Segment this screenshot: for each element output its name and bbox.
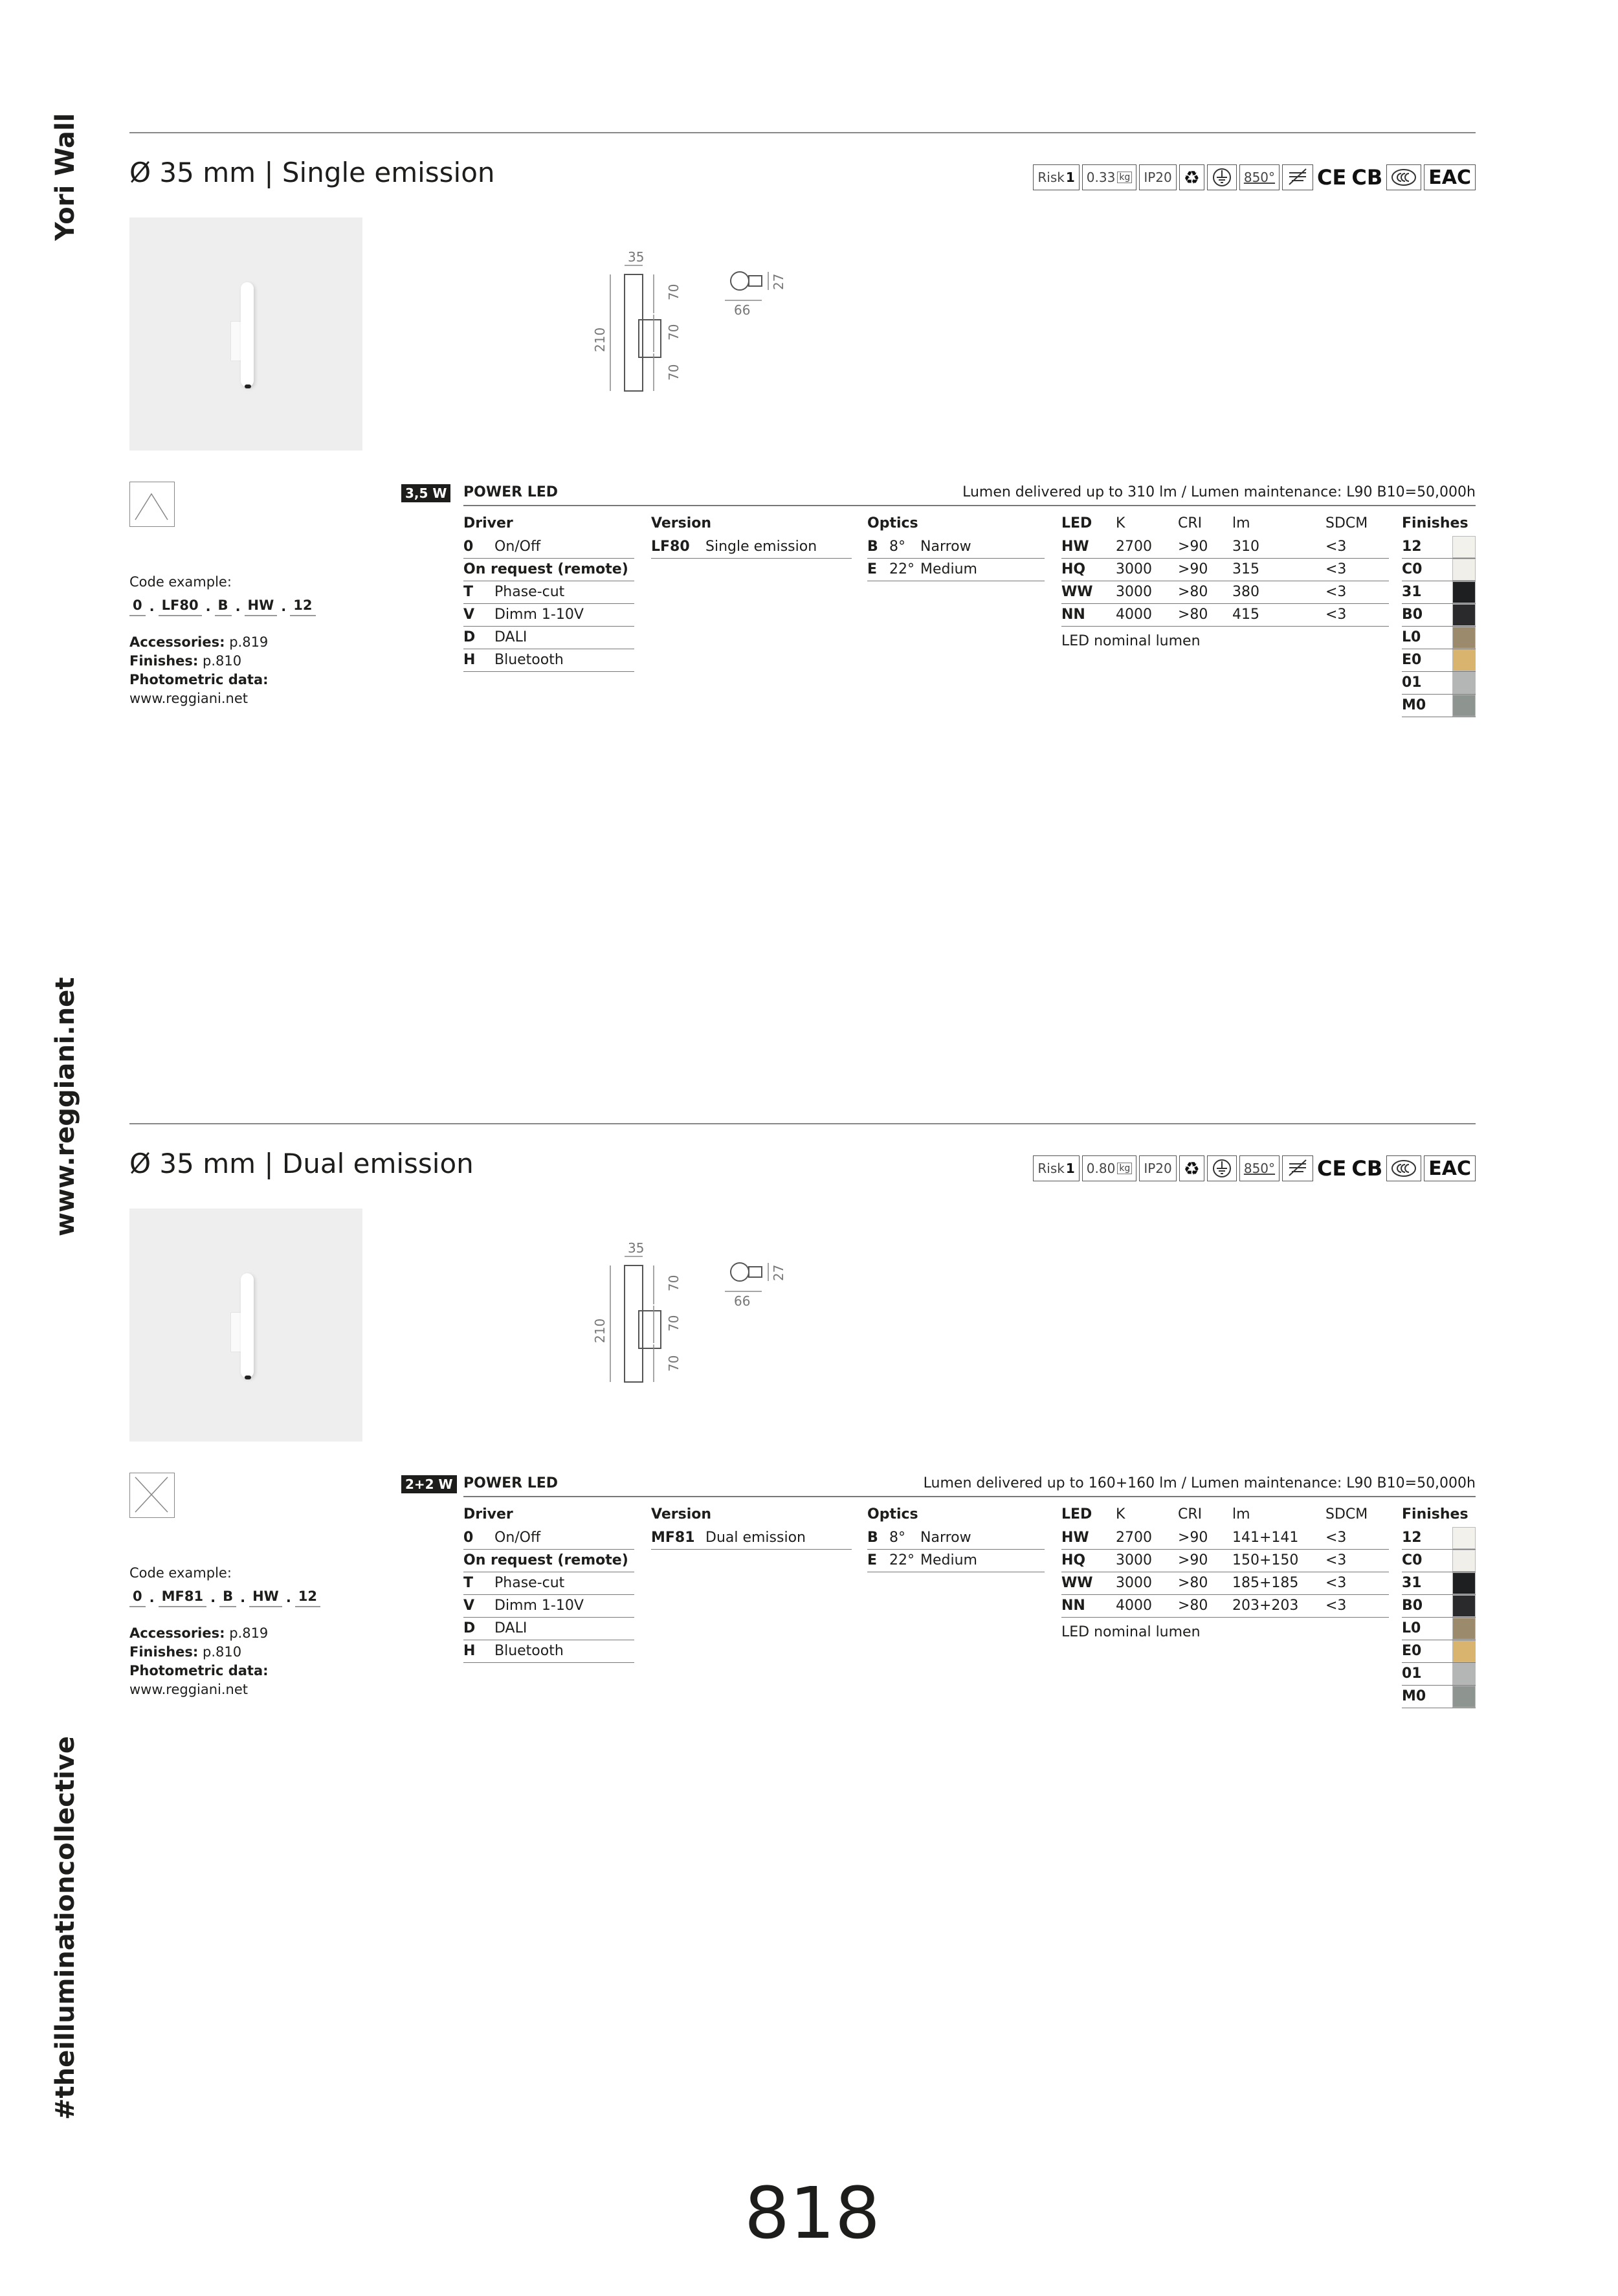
photometric-link[interactable]: www.reggiani.net	[129, 1682, 249, 1697]
ground-icon	[1207, 164, 1237, 190]
ccc-mark-icon	[1386, 1155, 1421, 1181]
driver-row: T Phase-cut	[463, 1572, 634, 1595]
finish-swatch	[1452, 672, 1476, 694]
led-header: LED	[1061, 1506, 1092, 1522]
glow-wire-badge: 850°	[1239, 1155, 1280, 1181]
finish-row: M0	[1402, 1686, 1476, 1708]
optics-row: E 22° Medium	[867, 1550, 1045, 1572]
dim-width: 35	[628, 249, 645, 265]
weight-badge: 0.80 kg	[1082, 1155, 1137, 1181]
dim-length: 66	[734, 302, 751, 318]
side-url[interactable]: www.reggiani.net	[50, 977, 80, 1236]
driver-row: On request (remote)	[463, 1550, 634, 1572]
finish-row: 12	[1402, 536, 1476, 559]
finish-row: 12	[1402, 1527, 1476, 1550]
section-single-emission	[129, 132, 1476, 779]
led-column	[1061, 511, 1389, 649]
led-header: lm	[1232, 515, 1250, 531]
wattage-badge: 2+2 W	[401, 1475, 457, 1493]
lumen-text: Lumen delivered up to 160+160 lm / Lumen maintenance: L90 B10=50,000h	[923, 1475, 1476, 1491]
finish-row: L0	[1402, 627, 1476, 649]
lumen-text: Lumen delivered up to 310 lm / Lumen maintenance: L90 B10=50,000h	[962, 484, 1476, 500]
finish-row: M0	[1402, 695, 1476, 717]
finish-row: L0	[1402, 1618, 1476, 1640]
product-photo	[129, 1209, 362, 1442]
led-header: SDCM	[1325, 1506, 1368, 1522]
finish-swatch	[1452, 559, 1476, 581]
finish-swatch	[1452, 1640, 1476, 1662]
led-header: LED	[1061, 515, 1092, 531]
section-dual-emission	[129, 1123, 1476, 1770]
power-led-label: POWER LED	[463, 1475, 559, 1491]
finish-swatch	[1452, 604, 1476, 626]
photometric-link[interactable]: www.reggiani.net	[129, 691, 249, 706]
led-row: NN 4000 >80 415 <3	[1061, 604, 1389, 627]
section-title: Ø 35 mm | Single emission	[129, 157, 495, 188]
emission-symbol	[129, 1473, 175, 1518]
finishes-column: Finishes 12 C0 31 B0 L0 E0 01 M0	[1402, 1502, 1476, 1708]
technical-drawing	[453, 249, 815, 417]
led-row: WW 3000 >80 380 <3	[1061, 581, 1389, 604]
risk-badge: Risk 1	[1033, 1155, 1079, 1181]
dim-seg1: 70	[666, 1275, 682, 1291]
ip-rating-badge: IP20	[1139, 164, 1176, 190]
emission-symbol	[129, 482, 175, 527]
no-cover-icon	[1282, 164, 1313, 190]
dim-seg3: 70	[666, 1355, 682, 1372]
finish-row: 01	[1402, 672, 1476, 695]
finish-row: 31	[1402, 581, 1476, 604]
code-example-label: Code example:	[129, 574, 232, 590]
certification-icons	[1033, 1155, 1476, 1184]
weight-badge: 0.33 kg	[1082, 164, 1137, 190]
finish-row: 31	[1402, 1572, 1476, 1595]
recycle-icon: ♻	[1179, 1155, 1204, 1181]
references: Accessories: p.819 Finishes: p.810 Photometric data: www.reggiani.net	[129, 633, 316, 708]
side-title: Yori Wall	[50, 113, 80, 241]
ce-mark-icon: CE	[1317, 165, 1347, 190]
finish-row: C0	[1402, 559, 1476, 581]
side-hashtag: #theilluminationcollective	[50, 1736, 80, 2120]
power-led-label: POWER LED	[463, 484, 559, 500]
driver-column: Driver 0 On/Off On request (remote) T Phase-cut V Dimm 1-10V D DALI H Bluetooth	[463, 511, 634, 672]
code-example	[129, 572, 316, 708]
finish-swatch	[1452, 649, 1476, 671]
dim-height: 210	[592, 1318, 608, 1343]
no-cover-icon	[1282, 1155, 1313, 1181]
dim-seg3: 70	[666, 364, 682, 381]
code-example-label: Code example:	[129, 1565, 232, 1581]
code-boxes: 0 . MF81 . B . HW . 12	[129, 1587, 320, 1607]
dim-depth: 27	[771, 1264, 786, 1281]
finishes-column: Finishes 12 C0 31 B0 L0 E0 01 M0	[1402, 511, 1476, 717]
driver-row: H Bluetooth	[463, 649, 634, 672]
eac-mark-icon: EAC	[1424, 1155, 1476, 1181]
led-row: NN 4000 >80 203+203 <3	[1061, 1595, 1389, 1618]
ccc-mark-icon	[1386, 164, 1421, 190]
finishes-link[interactable]: p.810	[202, 653, 242, 669]
risk-badge: Risk 1	[1033, 164, 1079, 190]
led-header: CRI	[1178, 515, 1202, 531]
driver-row: On request (remote)	[463, 559, 634, 581]
finish-swatch	[1452, 1686, 1476, 1708]
dim-seg2: 70	[666, 324, 682, 340]
version-row: MF81 Dual emission	[651, 1527, 852, 1550]
finish-swatch	[1452, 1550, 1476, 1572]
ground-icon	[1207, 1155, 1237, 1181]
driver-row: 0 On/Off	[463, 1527, 634, 1550]
product-photo	[129, 217, 362, 451]
finish-swatch	[1452, 627, 1476, 649]
accessories-link[interactable]: p.819	[229, 634, 269, 650]
finish-swatch	[1452, 581, 1476, 603]
recycle-icon: ♻	[1179, 164, 1204, 190]
version-column: Version LF80 Single emission	[651, 511, 852, 559]
dim-height: 210	[592, 327, 608, 352]
finish-swatch	[1452, 1618, 1476, 1640]
technical-drawing	[453, 1240, 815, 1408]
led-header: SDCM	[1325, 515, 1368, 531]
glow-wire-badge: 850°	[1239, 164, 1280, 190]
driver-column: Driver 0 On/Off On request (remote) T Phase-cut V Dimm 1-10V D DALI H Bluetooth	[463, 1502, 634, 1663]
wattage-badge: 3,5 W	[401, 484, 450, 502]
dim-seg1: 70	[666, 284, 682, 300]
version-column: Version MF81 Dual emission	[651, 1502, 852, 1550]
dim-width: 35	[628, 1240, 645, 1256]
weight-icon: kg	[1117, 1163, 1132, 1174]
page-number: 818	[744, 2172, 880, 2255]
optics-column: Optics B 8° Narrow E 22° Medium	[867, 511, 1045, 581]
eac-mark-icon: EAC	[1424, 164, 1476, 190]
finish-row: B0	[1402, 604, 1476, 627]
finish-swatch	[1452, 695, 1476, 717]
finish-row: C0	[1402, 1550, 1476, 1572]
optics-column: Optics B 8° Narrow E 22° Medium	[867, 1502, 1045, 1572]
optics-row: B 8° Narrow	[867, 1527, 1045, 1550]
led-header: lm	[1232, 1506, 1250, 1522]
finishes-link[interactable]: p.810	[202, 1644, 242, 1660]
finish-swatch	[1452, 1663, 1476, 1685]
led-row: WW 3000 >80 185+185 <3	[1061, 1572, 1389, 1595]
led-column	[1061, 1502, 1389, 1640]
cb-mark-icon: CB	[1351, 1156, 1383, 1181]
driver-row: D DALI	[463, 1618, 634, 1640]
driver-row: D DALI	[463, 627, 634, 649]
led-header: K	[1116, 515, 1125, 531]
cb-mark-icon: CB	[1351, 165, 1383, 190]
led-header: CRI	[1178, 1506, 1202, 1522]
led-row: HW 2700 >90 310 <3	[1061, 536, 1389, 559]
led-note: LED nominal lumen	[1061, 633, 1201, 649]
dim-seg2: 70	[666, 1315, 682, 1332]
driver-row: V Dimm 1-10V	[463, 1595, 634, 1618]
optics-row: E 22° Medium	[867, 559, 1045, 581]
optics-row: B 8° Narrow	[867, 536, 1045, 559]
finish-swatch	[1452, 536, 1476, 558]
ip-rating-badge: IP20	[1139, 1155, 1176, 1181]
ce-mark-icon: CE	[1317, 1156, 1347, 1181]
driver-row: V Dimm 1-10V	[463, 604, 634, 627]
finish-swatch	[1452, 1527, 1476, 1549]
code-example	[129, 1563, 320, 1699]
accessories-link[interactable]: p.819	[229, 1625, 269, 1641]
dim-depth: 27	[771, 273, 786, 290]
references: Accessories: p.819 Finishes: p.810 Photometric data: www.reggiani.net	[129, 1624, 320, 1699]
led-header: K	[1116, 1506, 1125, 1522]
code-boxes: 0 . LF80 . B . HW . 12	[129, 596, 316, 616]
led-note: LED nominal lumen	[1061, 1624, 1201, 1640]
section-rule	[129, 1123, 1476, 1124]
finish-row: 01	[1402, 1663, 1476, 1686]
section-rule	[129, 132, 1476, 133]
led-row: HW 2700 >90 141+141 <3	[1061, 1527, 1389, 1550]
driver-row: 0 On/Off	[463, 536, 634, 559]
led-row: HQ 3000 >90 315 <3	[1061, 559, 1389, 581]
finish-row: E0	[1402, 1640, 1476, 1663]
finish-row: E0	[1402, 649, 1476, 672]
weight-icon: kg	[1117, 172, 1132, 183]
driver-row: H Bluetooth	[463, 1640, 634, 1663]
led-row: HQ 3000 >90 150+150 <3	[1061, 1550, 1389, 1572]
version-row: LF80 Single emission	[651, 536, 852, 559]
section-title: Ø 35 mm | Dual emission	[129, 1148, 474, 1179]
finish-swatch	[1452, 1572, 1476, 1594]
driver-row: T Phase-cut	[463, 581, 634, 604]
dim-length: 66	[734, 1293, 751, 1309]
finish-row: B0	[1402, 1595, 1476, 1618]
finish-swatch	[1452, 1595, 1476, 1617]
certification-icons	[1033, 164, 1476, 193]
